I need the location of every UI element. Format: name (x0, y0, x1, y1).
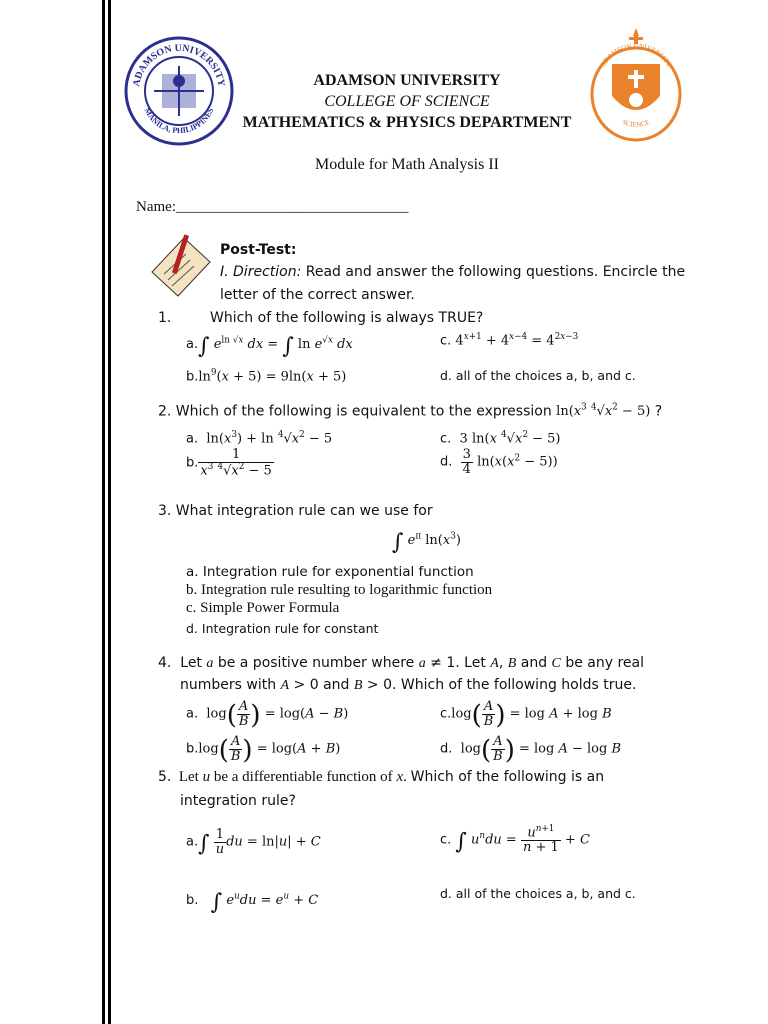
direction-label: I. Direction: (220, 264, 302, 280)
q5-line-1: 5. Let u be a differentiable function of x. Which of the following is an (158, 769, 605, 785)
q5-b-label: b. (186, 893, 199, 908)
q1-option-d[interactable]: d. all of the choices a, b, and c. (440, 368, 636, 383)
q3-option-c[interactable]: c. Simple Power Formula (186, 600, 340, 616)
q4-option-a[interactable]: a. log( $\frac{A}{B}$ ) = log(A − B) (186, 699, 349, 731)
svg-text:ADAMSON UNIVERSITY: ADAMSON UNIVERSITY (131, 42, 227, 88)
q1-option-b[interactable]: $b.\ln^9(x + 5) = 9\ln(x + 5)$ (186, 368, 347, 385)
q5-option-b[interactable]: b. ∫ $e^udu = e^u + C$ (186, 890, 319, 915)
q2-d-label: d. (440, 454, 453, 470)
q3-option-d[interactable]: d. Integration rule for constant (186, 621, 379, 636)
university-name: ADAMSON UNIVERSITY (313, 72, 501, 89)
q5-option-a[interactable]: a.∫ $\frac{1}{u}$ du = ln|u| + C (186, 827, 321, 857)
q4-a-label: a. (186, 706, 199, 722)
q2-option-c[interactable]: c. 3 ln(x $^4√x^2 - 5$) (440, 430, 561, 447)
q2-question: 2. Which of the following is equivalent to the expression (158, 403, 552, 420)
q5-line-2: integration rule? (180, 793, 296, 809)
q2-option-d[interactable]: d. $\frac{3}{4}$ $\ln(x(x^2 - 5))$ (440, 447, 558, 477)
module-title: Module for Math Analysis II (315, 156, 499, 173)
q1-option-a[interactable]: a.∫ $e^{ln √x}$ dx = ∫ $\ln e^{√x}$ dx (186, 334, 353, 359)
q5-a-label: a. (186, 834, 199, 850)
q2-option-b[interactable]: b. $\frac{1}{x^3 ^4√x^2 - 5}$ (186, 447, 272, 478)
q4-b-label: b. (186, 741, 199, 757)
q4-line-1: 4. Let a be a positive number where a ≠ 1. Let A, B and C be any real (158, 655, 645, 671)
pencil-paper-icon (150, 232, 212, 300)
q1-b-label: b. (186, 369, 199, 385)
q3-option-a[interactable]: a. Integration rule for exponential function (186, 564, 474, 580)
q2-option-a[interactable]: a. $\ln(x^3) + \ln ^4√x^2 - 5$ (186, 430, 333, 447)
q3-text: 3. What integration rule can we use for (158, 503, 433, 519)
q5-c-label: c. (440, 832, 452, 848)
q5-number: 5. (158, 769, 172, 785)
q4-d-label: d. (440, 741, 453, 757)
q5-option-d[interactable]: d. all of the choices a, b, and c. (440, 886, 636, 901)
q4-option-c[interactable]: c.log( $\frac{A}{B}$ ) = log A + log B (440, 699, 612, 731)
q5-option-c[interactable]: c. ∫ $u^ndu$ = $\frac{u^{n+1}}{n + 1}$ + C (440, 824, 590, 855)
q3-option-b[interactable]: b. Integration rule resulting to logarithmic function (186, 582, 493, 598)
q1-option-c[interactable]: c. $4^{x+1} + 4^{x-4} = 4^{2x-3}$ (440, 332, 579, 349)
q4-option-d[interactable]: d. log( $\frac{A}{B}$ ) = log A − log B (440, 734, 622, 766)
q4-number: 4. (158, 655, 172, 671)
q1-number: 1. (158, 310, 172, 326)
college-name: COLLEGE OF SCIENCE (324, 93, 490, 110)
q3-integral: ∫ $e^\pi$ $\ln(x^3)$ (392, 530, 461, 555)
post-test-title: Post-Test: (220, 242, 297, 258)
page-border-left (102, 0, 105, 1024)
direction-line-2: letter of the correct answer. (220, 287, 415, 303)
name-field[interactable]: Name:_______________________________ (136, 199, 409, 215)
department-name: MATHEMATICS & PHYSICS DEPARTMENT (242, 114, 572, 131)
direction-line-1 (220, 264, 685, 280)
q4-line-2: numbers with A > 0 and B > 0. Which of the following holds true. (180, 677, 637, 693)
q4-option-b[interactable]: b.log( $\frac{A}{B}$ ) = log(A + B) (186, 734, 341, 766)
q4-c-label: c. (440, 706, 452, 722)
q2-text: 2. Which of the following is equivalent to the expression $\ln(x^3$ $^4√x^2 - 5$) ? (158, 403, 663, 420)
svg-text:MANILA, PHILIPPINES: MANILA, PHILIPPINES (142, 106, 216, 136)
q1-text: Which of the following is always TRUE? (210, 310, 484, 326)
q2-c-label: c. (440, 431, 452, 447)
svg-text:SCIENCE: SCIENCE (621, 118, 651, 129)
direction-text: Read and answer the following questions. Encircle the (301, 264, 686, 280)
svg-text:ADAMSON UNIVERSITY: ADAMSON UNIVERSITY (598, 41, 674, 69)
page-border-right (108, 0, 111, 1024)
q1-c-label: c. (440, 333, 452, 349)
q2-b-label: b. (186, 455, 199, 471)
q2-a-label: a. (186, 431, 199, 447)
q1-a-label: a. (186, 337, 199, 352)
